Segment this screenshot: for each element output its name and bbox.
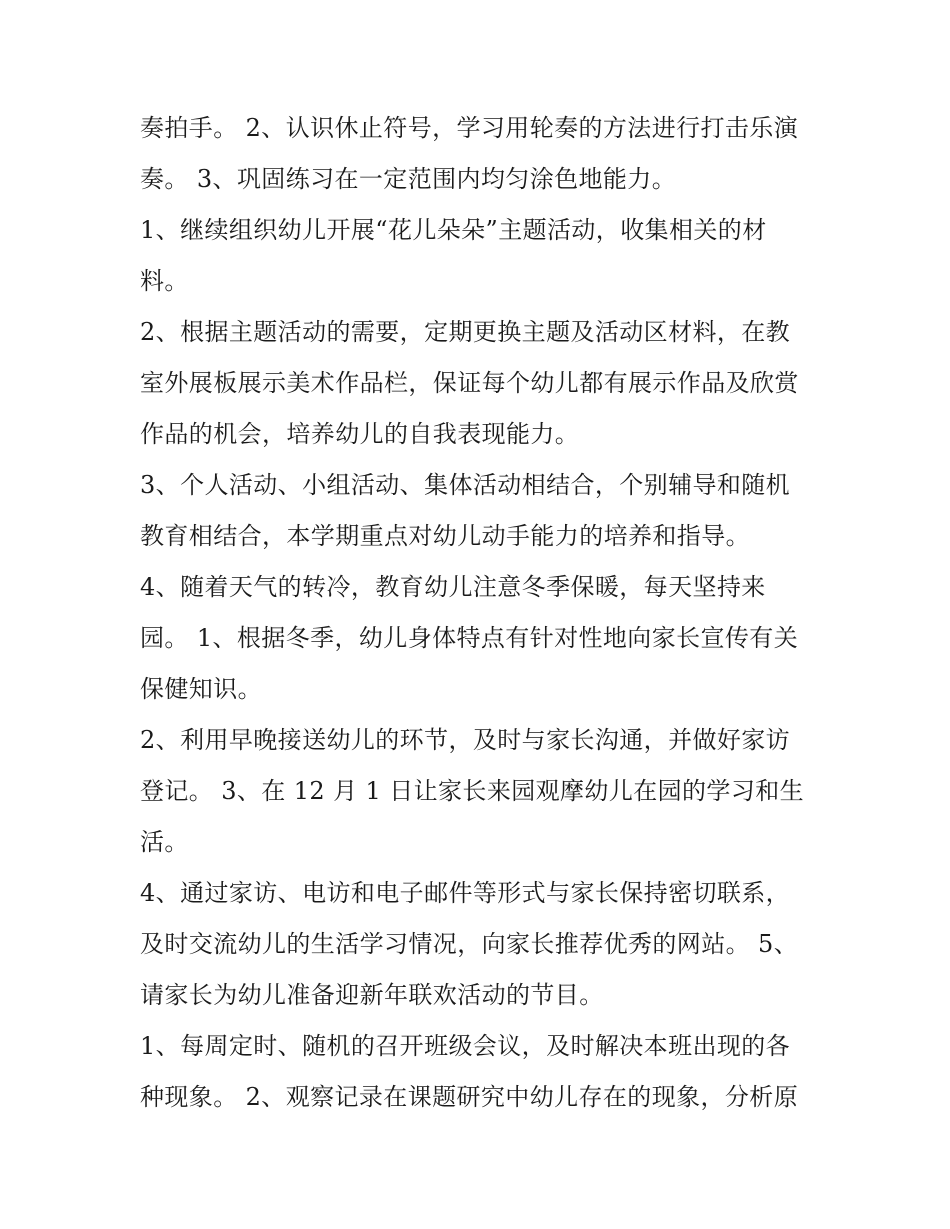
text-line: 及时交流幼儿的生活学习情况，向家长推荐优秀的网站。 5、	[140, 930, 799, 958]
text-line: 2、利用早晚接送幼儿的环节，及时与家长沟通，并做好家访	[140, 726, 791, 754]
text-line: 4、随着天气的转冷，教育幼儿注意冬季保暖，每天坚持来	[140, 573, 766, 601]
text-line: 2、根据主题活动的需要，定期更换主题及活动区材料，在教	[140, 318, 791, 346]
text-line: 1、继续组织幼儿开展“花儿朵朵”主题活动，收集相关的材	[140, 216, 767, 244]
text-line: 作品的机会，培养幼儿的自我表现能力。	[140, 420, 580, 448]
text-line: 奏拍手。 2、认识休止符号，学习用轮奏的方法进行打击乐演	[140, 114, 799, 142]
text-line: 奏。 3、巩固练习在一定范围内均匀涂色地能力。	[140, 165, 677, 193]
text-line: 教育相结合，本学期重点对幼儿动手能力的培养和指导。	[140, 522, 750, 550]
text-line: 室外展板展示美术作品栏，保证每个幼儿都有展示作品及欣赏	[140, 369, 799, 397]
text-line: 请家长为幼儿准备迎新年联欢活动的节目。	[140, 981, 604, 1009]
text-line: 种现象。 2、观察记录在课题研究中幼儿存在的现象，分析原	[140, 1083, 799, 1111]
text-line: 园。 1、根据冬季，幼儿身体特点有针对性地向家长宣传有关	[140, 624, 799, 652]
text-line: 登记。 3、在 12 月 1 日让家长来园观摩幼儿在园的学习和生	[140, 777, 805, 805]
text-line: 料。	[140, 267, 189, 295]
text-line: 4、通过家访、电访和电子邮件等形式与家长保持密切联系，	[140, 879, 791, 907]
text-line: 1、每周定时、随机的召开班级会议，及时解决本班出现的各	[140, 1032, 791, 1060]
text-line: 活。	[140, 828, 189, 856]
text-line: 保健知识。	[140, 675, 262, 703]
text-line: 3、个人活动、小组活动、集体活动相结合，个别辅导和随机	[140, 471, 791, 499]
